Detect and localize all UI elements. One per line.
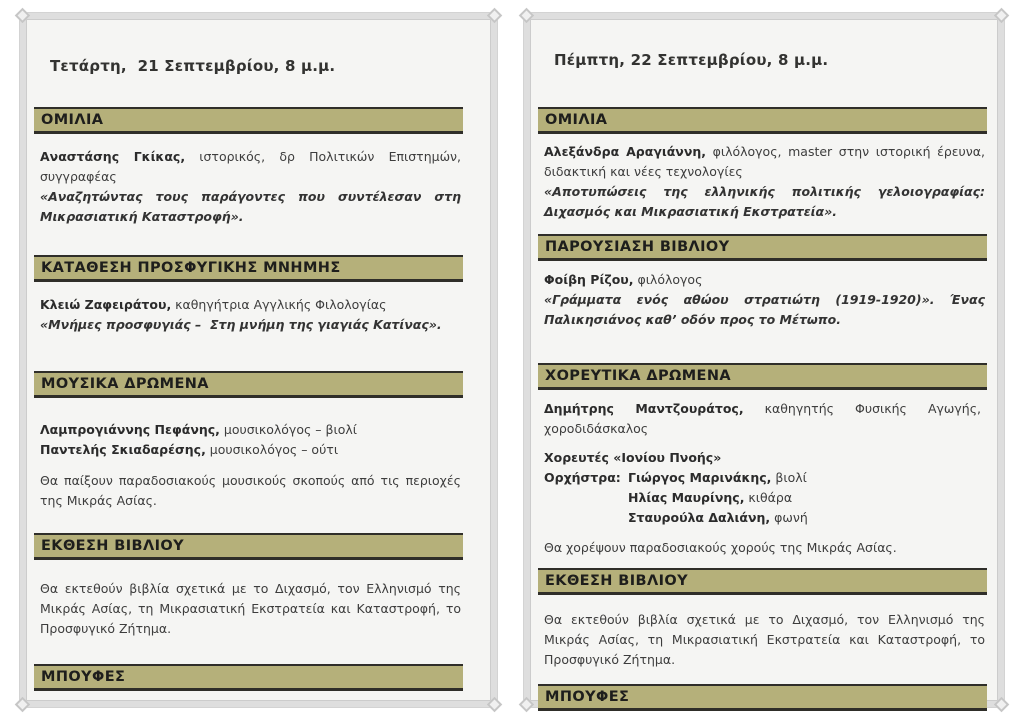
musician-instrument: βιολί [771,470,807,485]
dance-group-name: Χορευτές «Ιονίου Πνοής» [544,450,722,465]
section-header-katathesi: ΚΑΤΑΘΕΣΗ ΠΡΟΣΦΥΓΙΚΗΣ ΜΝΗΜΗΣ [34,255,463,282]
corner-ornament-icon [519,697,535,713]
speaker-block [34,147,463,227]
program-page-thursday [524,13,1004,707]
speaker-block [538,399,987,439]
speaker-block [34,295,463,335]
section-header-mousika: ΜΟΥΣΙΚΑ ΔΡΩΜΕΝΑ [34,371,463,398]
corner-ornament-icon [994,8,1010,24]
corner-ornament-icon [994,697,1010,713]
section-header-xoreftika: ΧΟΡΕΥΤΙΚΑ ΔΡΩΜΕΝΑ [538,363,987,390]
corner-ornament-icon [15,8,31,24]
section-header-parousiasi: ΠΑΡΟΥΣΙΑΣΗ ΒΙΒΛΙΟΥ [538,234,987,261]
talk-title: «Αποτυπώσεις της ελληνικής πολιτικής γελοιογραφίας: Διχασμός και Μικρασιατική Εκστρατεία». [544,184,985,219]
speaker-name: Φοίβη Ρίζου, [544,272,634,287]
corner-ornament-icon [519,8,535,24]
section-note: Θα εκτεθούν βιβλία σχετικά με το Διχασμό, τον Ελληνισμό της Μικράς Ασίας, τη Μικρασιατική Εκστρατεία και Καταστροφή, το Προσφυγικό Ζήτημα. [40,581,461,636]
speaker-name: Κλειώ Ζαφειράτου, [40,297,172,312]
speaker-name: Δημήτρης Μαντζουράτος, [544,401,744,416]
talk-title: «Αναζητώντας τους παράγοντες που συντέλεσαν στη Μικρασιατική Καταστροφή». [40,189,461,224]
corner-ornament-icon [487,8,503,24]
performer-role: μουσικολόγος – ούτι [205,442,339,457]
performer-name: Παντελής Σκιαδαρέσης, [40,442,206,457]
speaker-role: ιστορικός, δρ Πολιτικών Επιστημών, συγγραφέας [40,149,461,184]
orchestra-label-spacer [544,488,628,508]
talk-title: «Μνήμες προσφυγιάς – Στη μνήμη της γιαγιάς Κατίνας». [40,317,442,332]
musician-instrument: φωνή [770,510,808,525]
section-header-mpoufes: ΜΠΟΥΦΕΣ [34,664,463,691]
orchestra-member [628,468,985,488]
speaker-name: Αναστάσης Γκίκας, [40,149,186,164]
speaker-role: καθηγήτρια Αγγλικής Φιλολογίας [171,297,387,312]
section-header-omilia: ΟΜΙΛΙΑ [34,107,463,134]
section-header-ekthesi: ΕΚΘΕΣΗ ΒΙΒΛΙΟΥ [34,533,463,560]
musician-name: Ηλίας Μαυρίνης, [628,490,745,505]
section-header-ekthesi: ΕΚΘΕΣΗ ΒΙΒΛΙΟΥ [538,568,987,595]
orchestra-label: Ορχήστρα: [544,470,621,485]
musician-name: Γιώργος Μαρινάκης, [628,470,772,485]
section-note: Θα παίξουν παραδοσιακούς μουσικούς σκοπούς από τις περιοχές της Μικράς Ασίας. [40,473,461,508]
section-header-omilia: ΟΜΙΛΙΑ [538,107,987,134]
section-note: Θα χορέψουν παραδοσιακούς χορούς της Μικράς Ασίας. [544,540,897,555]
program-page-wednesday [20,13,497,707]
performer-line [40,440,461,460]
section-header-mpoufes: ΜΠΟΥΦΕΣ [538,684,987,711]
book-title: «Γράμματα ενός αθώου στρατιώτη (1919-1920)». Ένας Παλικησιάνος καθ’ οδόν προς το Μέτωπο. [544,292,985,327]
speaker-block [538,142,987,222]
corner-ornament-icon [487,697,503,713]
orchestra-line [544,468,985,488]
musician-name: Σταυρούλα Δαλιάνη, [628,510,771,525]
musician-instrument: κιθάρα [744,490,793,505]
speaker-role: φιλόλογος, master στην ιστορική έρευνα, διδακτική και νέες τεχνολογίες [544,144,985,179]
dance-group-block [538,448,987,528]
event-date-heading: Πέμπτη, 22 Σεπτεμβρίου, 8 μ.μ. [554,51,829,69]
corner-ornament-icon [15,697,31,713]
orchestra-line [544,508,985,528]
speaker-role: καθηγητής Φυσικής Αγωγής, χοροδιδάσκαλος [544,401,985,436]
event-date-heading: Τετάρτη, 21 Σεπτεμβρίου, 8 μ.μ. [50,57,336,75]
orchestra-label-spacer [544,508,628,528]
section-note: Θα εκτεθούν βιβλία σχετικά με το Διχασμό, τον Ελληνισμό της Μικράς Ασίας, τη Μικρασιατική Εκστρατεία και Καταστροφή, το Προσφυγικό Ζήτημα. [544,612,985,667]
performer-line [40,420,461,440]
performer-name: Λαμπρογιάννης Πεφάνης, [40,422,220,437]
speaker-name: Αλεξάνδρα Αραγιάννη, [544,144,706,159]
orchestra-member [628,508,985,528]
orchestra-member [628,488,985,508]
speaker-role: φιλόλογος [633,272,703,287]
speaker-block [538,270,987,330]
performer-role: μουσικολόγος – βιολί [219,422,357,437]
orchestra-line [544,488,985,508]
performers-block [34,420,463,460]
